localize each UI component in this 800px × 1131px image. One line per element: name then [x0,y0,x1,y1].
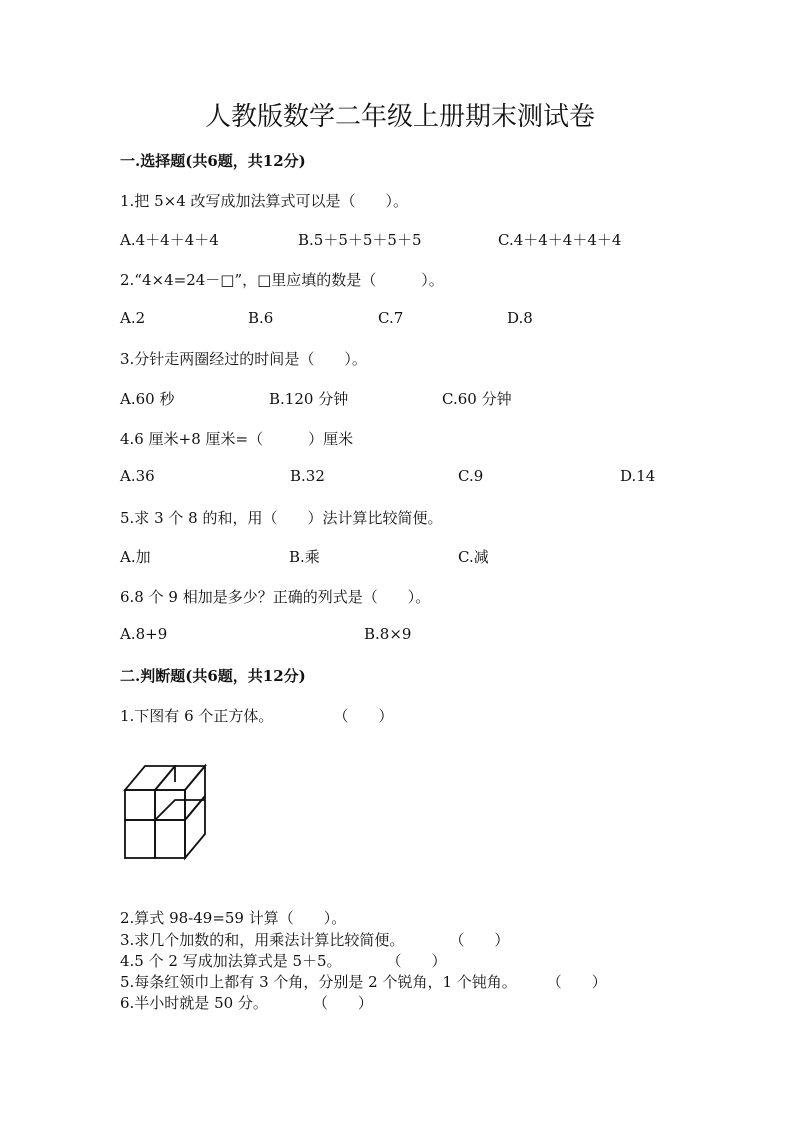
q5-option-b: B.乘 [289,548,320,566]
section-heading-judgement: 二.判断题(共6题，共12分) [120,667,306,685]
question-2: 2.“4×4=24－□”，□里应填的数是（ ）。 [120,271,444,289]
q4-option-c: C.9 [458,467,484,485]
q3-option-b: B.120 分钟 [269,390,349,408]
cube-stack-figure [120,760,230,868]
judgement-1: 1.下图有 6 个正方体。 （ ） [120,707,394,725]
section-heading-choice: 一.选择题(共6题，共12分) [120,152,306,170]
q2-option-d: D.8 [507,309,533,327]
q4-option-a: A.36 [120,467,155,485]
q1-option-a: A.4＋4＋4＋4 [120,231,219,249]
q5-option-c: C.减 [458,548,489,566]
q3-option-a: A.60 秒 [120,390,175,408]
q6-option-b: B.8×9 [364,625,412,643]
q2-option-c: C.7 [378,309,404,327]
page-title: 人教版数学二年级上册期末测试卷 [204,102,595,132]
question-3: 3.分针走两圈经过的时间是（ ）。 [120,350,367,368]
judgement-6: 6.半小时就是 50 分。 （ ） [120,994,373,1012]
q1-option-c: C.4＋4＋4＋4＋4 [498,231,622,249]
question-1: 1.把 5×4 改写成加法算式可以是（ ）。 [120,192,409,210]
question-4: 4.6 厘米+8 厘米=（ ）厘米 [120,430,354,448]
q4-option-d: D.14 [620,467,656,485]
q1-option-b: B.5＋5＋5＋5＋5 [298,231,422,249]
q3-option-c: C.60 分钟 [442,390,512,408]
q4-option-b: B.32 [290,467,325,485]
question-5: 5.求 3 个 8 的和，用（ ）法计算比较简便。 [120,509,443,527]
q5-option-a: A.加 [120,548,151,566]
q2-option-b: B.6 [248,309,274,327]
judgement-3: 3.求几个加数的和，用乘法计算比较简便。 （ ） [120,931,510,949]
question-6: 6.8 个 9 相加是多少？正确的列式是（ ）。 [120,588,431,606]
q6-option-a: A.8+9 [120,625,168,643]
judgement-5: 5.每条红领巾上都有 3 个角，分别是 2 个锐角，1 个钝角。 （ ） [120,973,607,991]
judgement-4: 4.5 个 2 写成加法算式是 5＋5。 （ ） [120,952,447,970]
q2-option-a: A.2 [120,309,146,327]
judgement-2: 2.算式 98-49=59 计算（ ）。 [120,909,347,927]
